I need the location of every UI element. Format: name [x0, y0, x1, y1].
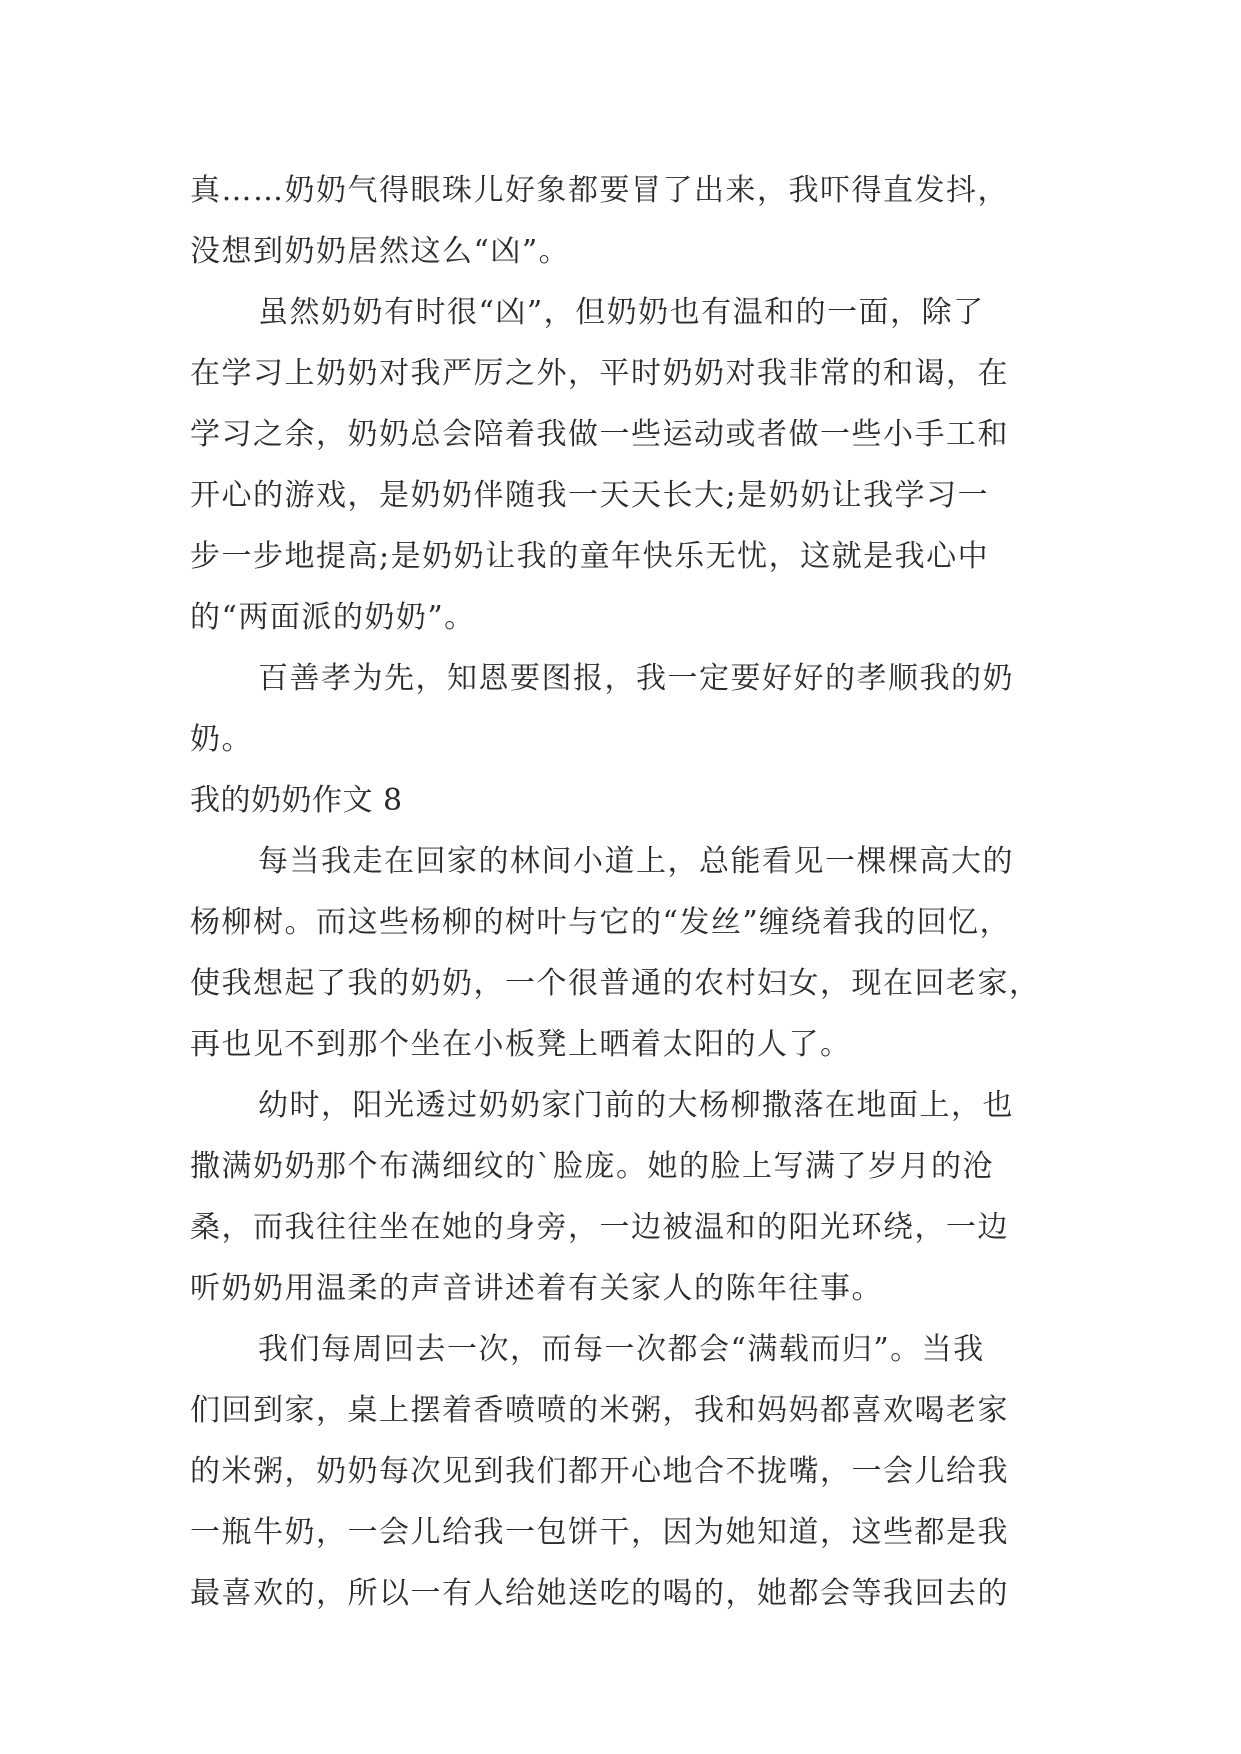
- text-line: 开心的游戏，是奶奶伴随我一天天长大;是奶奶让我学习一: [190, 478, 990, 513]
- text-line: 使我想起了我的奶奶，一个很普通的农村妇女，现在回老家，: [190, 966, 1041, 1001]
- text-line: 我们每周回去一次，而每一次都会“满载而归”。当我: [258, 1332, 985, 1367]
- text-line: 再也见不到那个坐在小板凳上晒着太阳的人了。: [190, 1027, 852, 1062]
- text-line: 听奶奶用温柔的声音讲述着有关家人的陈年往事。: [190, 1271, 883, 1306]
- text-line: 的米粥，奶奶每次见到我们都开心地合不拢嘴，一会儿给我: [190, 1454, 1009, 1489]
- text-line: 最喜欢的，所以一有人给她送吃的喝的，她都会等我回去的: [190, 1576, 1009, 1611]
- text-line: 奶。: [190, 722, 253, 757]
- text-line: 幼时，阳光透过奶奶家门前的大杨柳撒落在地面上，也: [258, 1088, 1014, 1123]
- text-line: 桑，而我往往坐在她的身旁，一边被温和的阳光环绕，一边: [190, 1210, 1009, 1245]
- section-title: 我的奶奶作文 8: [190, 783, 403, 818]
- text-line: 撒满奶奶那个布满细纹的`脸庞。她的脸上写满了岁月的沧: [190, 1149, 994, 1184]
- text-line: 百善孝为先，知恩要图报，我一定要好好的孝顺我的奶: [258, 661, 1014, 696]
- text-line: 虽然奶奶有时很“凶”，但奶奶也有温和的一面，除了: [258, 295, 985, 330]
- text-line: 们回到家，桌上摆着香喷喷的米粥，我和妈妈都喜欢喝老家: [190, 1393, 1009, 1428]
- text-line: 没想到奶奶居然这么“凶”。: [190, 234, 571, 269]
- text-line: 一瓶牛奶，一会儿给我一包饼干，因为她知道，这些都是我: [190, 1515, 1009, 1550]
- text-line: 杨柳树。而这些杨柳的树叶与它的“发丝”缠绕着我的回忆，: [190, 905, 1012, 940]
- text-line: 学习之余，奶奶总会陪着我做一些运动或者做一些小手工和: [190, 417, 1009, 452]
- text-line: 每当我走在回家的林间小道上，总能看见一棵棵高大的: [258, 844, 1014, 879]
- text-line: 的“两面派的奶奶”。: [190, 600, 476, 635]
- document-body: [190, 160, 1060, 1624]
- text-line: 步一步地提高;是奶奶让我的童年快乐无忧，这就是我心中: [190, 539, 990, 574]
- text-line: 真……奶奶气得眼珠儿好象都要冒了出来，我吓得直发抖，: [190, 173, 1009, 208]
- text-line: 在学习上奶奶对我严厉之外，平时奶奶对我非常的和谒，在: [190, 356, 1009, 391]
